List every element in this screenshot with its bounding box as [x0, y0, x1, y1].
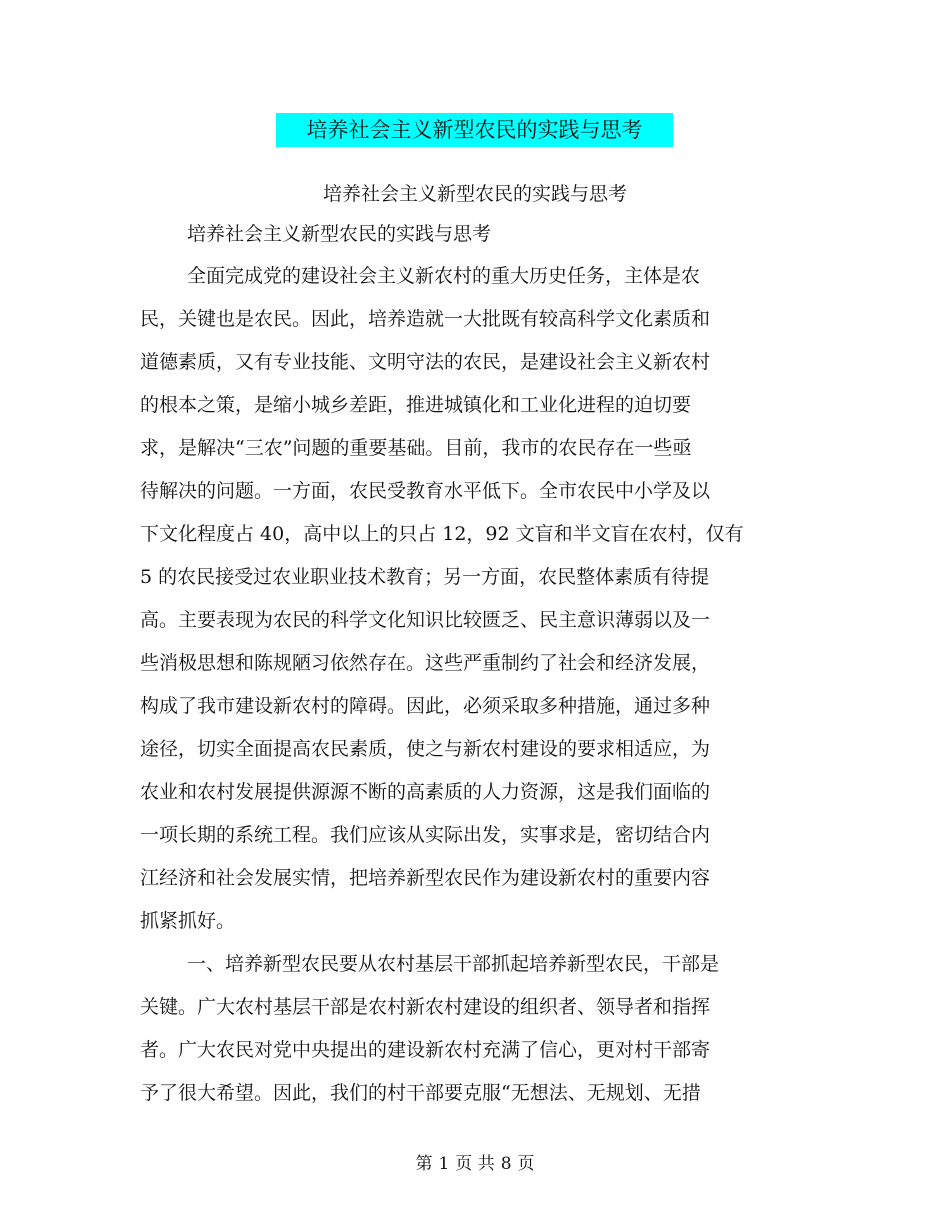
body-line: 抓紧抓好。	[140, 910, 236, 932]
body-line: 的根本之策，是缩小城乡差距，推进城镇化和工业化进程的迫切要	[140, 394, 692, 416]
body-line: 民，关键也是农民。因此，培养造就一大批既有较高科学文化素质和	[140, 308, 711, 330]
body-line: 道德素质，又有专业技能、文明守法的农民，是建设社会主义新农村	[140, 351, 711, 373]
footer-total-pages: 8	[500, 1154, 512, 1174]
body-line: 予了很大希望。因此，我们的村干部要克服“无想法、无规划、无措	[140, 1082, 701, 1104]
body-line: 待解决的问题。一方面，农民受教育水平低下。全市农民中小学及以	[140, 480, 711, 502]
body-line: 一项长期的系统工程。我们应该从实际出发，实事求是，密切结合内	[140, 824, 711, 846]
body-line: 江经济和社会发展实情，把培养新型农民作为建设新农村的重要内容	[140, 867, 711, 889]
footer-page-mid: 页 共	[455, 1154, 495, 1174]
document-subtitle: 培养社会主义新型农民的实践与思考	[322, 183, 627, 205]
footer-page-number: 1	[438, 1154, 450, 1174]
body-line: 途径，切实全面提高农民素质，使之与新农村建设的要求相适应，为	[140, 738, 711, 760]
body-line: 下文化程度占 40，高中以上的只占 12，92 文盲和半文盲在农村，仅有	[140, 523, 744, 545]
footer-page-prefix: 第	[415, 1154, 433, 1174]
body-line: 农业和农村发展提供源源不断的高素质的人力资源，这是我们面临的	[140, 781, 711, 803]
body-line: 构成了我市建设新农村的障碍。因此，必须采取多种措施，通过多种	[140, 695, 711, 717]
document-heading-line: 培养社会主义新型农民的实践与思考	[187, 223, 492, 245]
body-line: 求，是解决“三农”问题的重要基础。目前，我市的农民存在一些亟	[140, 437, 692, 459]
body-line: 5 的农民接受过农业职业技术教育；另一方面，农民整体素质有待提	[140, 566, 710, 588]
highlighted-title: 培养社会主义新型农民的实践与思考	[276, 113, 673, 147]
body-line: 者。广大农民对党中央提出的建设新农村充满了信心，更对村干部寄	[140, 1039, 711, 1061]
body-line: 全面完成党的建设社会主义新农村的重大历史任务，主体是农	[187, 265, 701, 287]
body-line: 一、培养新型农民要从农村基层干部抓起培养新型农民，干部是	[187, 953, 720, 975]
body-line: 高。主要表现为农民的科学文化知识比较匮乏、民主意识薄弱以及一	[140, 609, 711, 631]
page-footer	[0, 1150, 950, 1178]
body-line: 关键。广大农村基层干部是农村新农村建设的组织者、领导者和指挥	[140, 996, 711, 1018]
footer-page-suffix: 页	[517, 1154, 535, 1174]
body-line: 些消极思想和陈规陋习依然存在。这些严重制约了社会和经济发展，	[140, 652, 711, 674]
